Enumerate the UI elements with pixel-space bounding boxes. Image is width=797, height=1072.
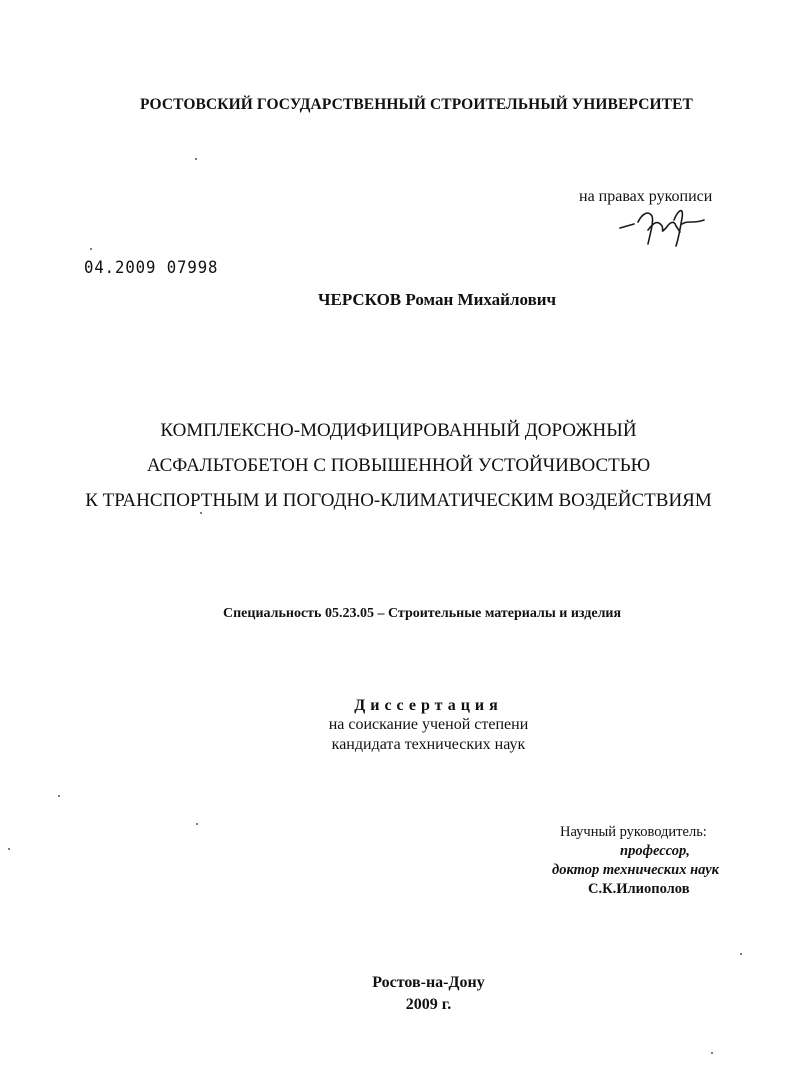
city-year-block [30,972,797,1016]
scan-speck [740,953,742,955]
scan-speck [90,248,92,250]
title-line: К ТРАНСПОРТНЫМ И ПОГОДНО-КЛИМАТИЧЕСКИМ ВОЗДЕЙСТВИЯМ [85,490,712,511]
year: 2009 г. [405,996,452,1013]
degree-purpose: на соискание ученой степени [328,716,529,733]
dissertation-title [0,413,797,518]
scan-speck [196,823,198,825]
title-line: КОМПЛЕКСНО-МОДИФИЦИРОВАННЫЙ ДОРОЖНЫЙ [160,420,637,441]
university-name: РОСТОВСКИЙ ГОСУДАРСТВЕННЫЙ СТРОИТЕЛЬНЫЙ УНИВЕРСИТЕТ [140,96,693,113]
scan-speck [200,512,202,514]
city: Ростов-на-Дону [372,974,485,991]
scan-speck [8,848,10,850]
manuscript-rights-note: на правах рукописи [579,188,713,205]
document-type: Диссертация [354,697,503,714]
scan-speck [195,158,197,160]
advisor-label: Научный руководитель: [560,824,707,840]
advisor-name: С.К.Илиополов [588,881,690,897]
author-name: ЧЕРСКОВ Роман Михайлович [318,290,557,309]
registration-number: 04.2009 07998 [84,258,219,278]
signature-image [618,200,708,250]
scientific-advisor [552,823,752,899]
document-type-block [0,697,797,755]
specialty-line: Специальность 05.23.05 – Строительные материалы и изделия [223,606,622,621]
scan-speck [711,1052,713,1054]
advisor-position: профессор, [620,843,690,859]
advisor-degree: доктор технических наук [552,862,719,878]
scan-speck [58,795,60,797]
title-line: АСФАЛЬТОБЕТОН С ПОВЫШЕННОЙ УСТОЙЧИВОСТЬЮ [146,455,651,476]
degree-name: кандидата технических наук [331,736,526,753]
